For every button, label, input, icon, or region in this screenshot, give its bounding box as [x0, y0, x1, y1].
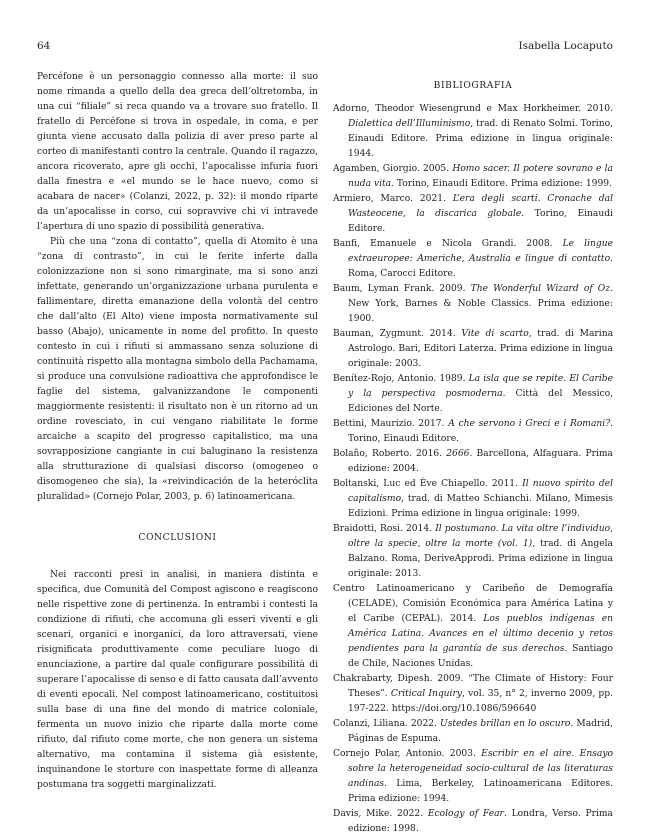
- bib-details: , vol. 35, n° 2, inverno 2009, pp. 197-222. https://doi.org/10.1086/596640: [348, 689, 613, 714]
- bib-details: . Londra, Verso. Prima edizione: 1998.: [348, 809, 613, 834]
- bibliography-entry: [333, 237, 613, 282]
- bib-author: Adorno, Theodor Wiesengrund e Max Horkheimer. 2010.: [333, 104, 613, 114]
- bib-details: . New York, Barnes & Noble Classics. Prima edizione: 1900.: [348, 284, 614, 324]
- bib-title: Critical Inquiry: [390, 689, 462, 699]
- bib-details: . Torino, Einaudi Editore.: [348, 419, 613, 444]
- bib-title: Il postumano. La vita oltre l’individuo, oltre la specie, oltre la morte (vol. 1): [348, 524, 614, 549]
- bibliography-entry: [333, 447, 613, 477]
- bib-author: Davis, Mike. 2022.: [333, 809, 428, 819]
- conclusions-heading: CONCLUSIONI: [138, 533, 217, 543]
- bib-author: Bolaño, Roberto. 2016.: [333, 449, 447, 459]
- bib-details: . Santiago de Chile, Naciones Unidas.: [348, 644, 614, 669]
- bibliography-entry: [333, 102, 613, 162]
- bib-details: . Torino, Einaudi Editore.: [348, 209, 613, 234]
- bib-author: Boltanski, Luc ed Ève Chiapello. 2011.: [333, 479, 523, 489]
- bib-details: . Barcellona, Alfaguara. Prima edizione: 2004.: [348, 449, 613, 474]
- bib-author: Banfi, Emanuele e Nicola Grandi. 2008.: [333, 239, 563, 249]
- bib-title: Escribir en el aire. Ensayo sobre la heterogeneidad socio-cultural de las literaturas andinas: [348, 749, 613, 789]
- bibliography-entry: [333, 372, 613, 417]
- bib-title: A che servono i Greci e i Romani?: [448, 419, 611, 429]
- bibliography-entry: [333, 192, 613, 237]
- bib-author: Colanzi, Liliana. 2022.: [333, 719, 440, 729]
- bibliography-entry: [333, 522, 613, 582]
- bib-details: , trad. di Angela Balzano. Roma, DeriveApprodi. Prima edizione in lingua originale: 2013.: [348, 539, 614, 579]
- bib-details: , trad. di Matteo Schianchi. Milano, Mimesis Edizioni. Prima edizione in lingua originale: 1999.: [348, 494, 613, 519]
- body-paragraph: Percéfone è un personaggio connesso alla morte: il suo nome rimanda a quello della dea greca dell’oltretomba, in una cui “filiale” si reca quando va a trovare suo fratello. Il fratello di Percéfone si trova in ospedale, in coma, e per giunta viene accusato dalla polizia di aver preso parte al corteo di manifestanti contro la centrale. Quando il ragazzo, ancora ricoverato, apre gli occhi, l’apocalisse infuria fuori dalla finestra e «el mundo se le hace nuevo, como si acabara de nacer» (Colanzi, 2022, p. 32): il mondo riparte da un’apocalisse in corso, cui sopravvive chi vi intravede l’apertura di uno spazio di possibilità generativa.: [37, 72, 318, 232]
- bib-title: La isla que se repite. El Caribe y la perspectiva posmoderna: [348, 374, 613, 399]
- bibliography-entry: [333, 582, 613, 672]
- bib-title: Homo sacer. Il potere sovrano e la nuda vita: [348, 164, 614, 189]
- bib-author: Armiero, Marco. 2021.: [333, 194, 453, 204]
- bibliography-entry: [333, 747, 613, 807]
- bib-author: Benítez-Rojo, Antonio. 1989.: [333, 374, 469, 384]
- bibliography-entry: [333, 327, 613, 372]
- bib-title: Dialettica dell’Illuminismo: [348, 119, 471, 129]
- bib-details: . Torino, Einaudi Editore. Prima edizione: 1999.: [391, 179, 612, 189]
- bib-details: . Madrid, Páginas de Espuma.: [348, 719, 614, 744]
- bibliography-entry: [333, 807, 613, 837]
- bibliography-entry: [333, 162, 613, 192]
- bibliography-entry: [333, 672, 613, 717]
- bib-details: . Roma, Carocci Editore.: [348, 254, 613, 279]
- bib-title: L’era degli scarti. Cronache dal Wasteocene, la discarica globale: [348, 194, 613, 219]
- bibliography-entry: [333, 477, 613, 522]
- bib-author: Baum, Lyman Frank. 2009.: [333, 284, 471, 294]
- bib-details: . Lima, Berkeley, Latinoamericana Editores. Prima edizione: 1994.: [348, 779, 613, 804]
- body-paragraph: Più che una “zona di contatto”, quella di Atomito è una “zona di contrasto”, in cui le ferite inferte dalla colonizzazione non si sono rimarginate, ma si sono anzi infettate, generando un’organizzazione urbana purulenta e fallimentare, diretta emanazione della volontà del centro che dall’alto (El Alto) viene imposta normativamente sul basso (Abajo), unicamente in nome del profitto. In questo contesto in cui i rifiuti si ammassano senza soluzione di continuità rispetto alla montagna simbolo della Pachamama, si produce una convulsione radioattiva che approfondisce le faglie del sistema, galvanizzandone le componenti maggiormente resistenti: il risultato non è un ritorno ad un ordine rovesciato, in cui vengano riabilitate le forme arcaiche a scapito del progresso capitalistico, ma una sovrapposizione cangiante in cui baluginano la resistenza alla strutturazione di qualsiasi discorso (omogeneo o disomogeneo che sia), la «reivindicación de la heteróclita pluralidad» (Cornejo Polar, 2003, p. 6) latinoamericana.: [37, 237, 318, 502]
- bib-details: . Città del Messico, Ediciones del Norte.: [348, 389, 614, 414]
- bib-title: Le lingue extraeuropee: Americhe, Australia e lingue di contatto: [348, 239, 613, 264]
- running-head-author: Isabella Locaputo: [518, 40, 613, 52]
- bib-details: , trad. di Marina Astrologo. Bari, Editori Laterza. Prima edizione in lingua originale: 2003.: [348, 329, 614, 369]
- bibliography-entry: [333, 417, 613, 447]
- bibliography-entry: [333, 282, 613, 327]
- bib-author: Centro Latinoamericano y Caribeño de Demografía (CELADE), Comisión Económica para América Latina y el Caribe (CEPAL). 2014.: [333, 584, 613, 624]
- bib-title: 2666: [446, 449, 470, 459]
- bib-details: , trad. di Renato Solmi. Torino, Einaudi Editore. Prima edizione in lingua originale: 1944.: [348, 119, 613, 159]
- bib-title: Ustedes brillan en lo oscuro: [440, 719, 571, 729]
- conclusions-paragraph: Nei racconti presi in analisi, in maniera distinta e specifica, due Comunità del Compost agiscono e reagiscono nelle rispettive zone di pertinenza. In entrambi i contesti la condizione di rifiuti, che accomuna gli esseri viventi e gli scenari, organici e inorganici, da loro attraversati, viene risignificata produttivamente come peculiare luogo di enunciazione, a partire dal quale configurare possibilità di superare l’apocalisse di senso e di fatto causata dall’avvento di eventi epocali. Nel compost latinoamericano, costituitosi sulla base di una fine del mondo di matrice coloniale, fermenta un nuovo inizio che riparte dalla morte come rifiuto, dal rifiuto come morte, che non genera un sistema alternativo, ma contamina il sistema già esistente, inquinandone le storture con inaspettate forme di alleanza postumana tra soggetti marginalizzati.: [37, 570, 318, 790]
- bib-title: The Wonderful Wizard of Oz: [470, 284, 611, 294]
- bib-author: Braidotti, Rosi. 2014.: [333, 524, 436, 534]
- bib-title: Ecology of Fear: [427, 809, 504, 819]
- bib-author: Agamben, Giorgio. 2005.: [333, 164, 453, 174]
- bibliography-entry: [333, 717, 613, 747]
- left-column: [37, 70, 318, 793]
- bib-title: Il nuovo spirito del capitalismo: [348, 479, 613, 504]
- bib-author: Cornejo Polar, Antonio. 2003.: [333, 749, 482, 759]
- bib-author: Bettini, Maurizio. 2017.: [333, 419, 449, 429]
- bib-title: Los pueblos indígenas en América Latina. Avances en el último decenio y retos pendientes para la garantía de sus derechos: [348, 614, 613, 654]
- bib-title: Vite di scarto: [461, 329, 529, 339]
- right-column: [333, 70, 613, 837]
- bib-author: Chakrabarty, Dipesh. 2009. “The Climate of History: Four Theses”.: [333, 674, 613, 699]
- bib-author: Bauman, Zygmunt. 2014.: [333, 329, 462, 339]
- page-number: 64: [37, 40, 51, 52]
- bibliography-list: [333, 102, 613, 837]
- bibliography-heading: BIBLIOGRAFIA: [433, 81, 513, 91]
